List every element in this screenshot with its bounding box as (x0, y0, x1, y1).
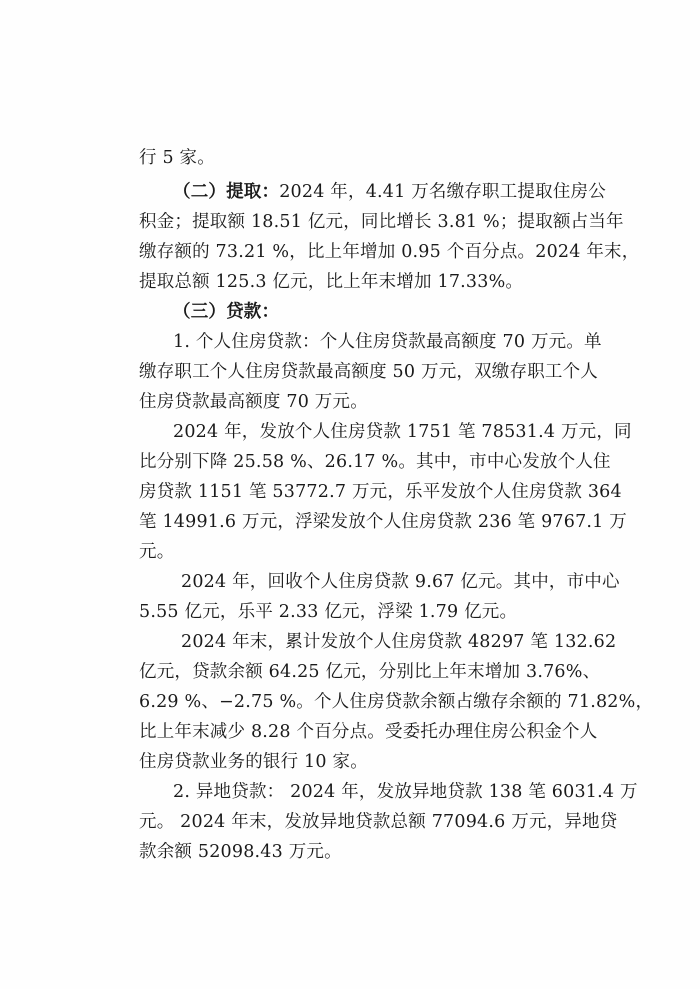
text-line (139, 841, 342, 863)
text-line (139, 271, 523, 293)
text-run: 1. 个人住房贷款：个人住房贷款最高额度 70 万元。单 (173, 332, 602, 352)
text-line (173, 331, 602, 353)
text-line (139, 391, 368, 413)
text-run: 积金；提取额 18.51 亿元，同比增长 3.81 %；提取额占当年 (139, 212, 624, 232)
heading-label: （二）提取： (173, 182, 280, 202)
text-line (173, 421, 632, 443)
text-line (139, 211, 624, 233)
section-heading-loans (173, 301, 279, 323)
text-run: 6.29 %、−2.75 %。个人住房贷款余额占缴存余额的 71.82%， (139, 692, 654, 712)
text-line (139, 451, 611, 473)
text-line (139, 661, 600, 683)
text-line (139, 241, 639, 263)
text-line (139, 361, 598, 383)
text-line (139, 147, 215, 169)
text-run: 款余额 52098.43 万元。 (139, 842, 342, 862)
text-run: 提取总额 125.3 亿元，比上年末增加 17.33%。 (139, 272, 524, 292)
text-run: 缴存额的 73.21 %，比上年增加 0.95 个百分点。2024 年末， (139, 242, 640, 262)
text-run: 比分别下降 25.58 %、26.17 %。其中，市中心发放个人住 (139, 452, 611, 472)
text-line (139, 751, 368, 773)
text-run: 元。 (139, 542, 175, 562)
text-line (139, 481, 622, 503)
text-run: 2024 年，回收个人住房贷款 9.67 亿元。其中，市中心 (181, 572, 620, 592)
heading-label: （三）贷款： (173, 302, 280, 322)
text-line (139, 691, 653, 713)
text-run: 笔 14991.6 万元，浮梁发放个人住房贷款 236 笔 9767.1 万 (139, 512, 627, 532)
text-run: 5.55 亿元，乐平 2.33 亿元，浮梁 1.79 亿元。 (139, 602, 518, 622)
text-run: 房贷款 1151 笔 53772.7 万元，乐平发放个人住房贷款 364 (139, 482, 622, 502)
text-run: 住房贷款最高额度 70 万元。 (139, 392, 368, 412)
text-line (139, 721, 597, 743)
text-run: 元。 2024 年末，发放异地贷款总额 77094.6 万元，异地贷 (139, 812, 618, 832)
section-heading-withdrawal (173, 181, 606, 203)
text-line (139, 811, 617, 833)
text-line (181, 571, 620, 593)
text-line (139, 511, 627, 533)
text-run: 2024 年，4.41 万名缴存职工提取住房公 (279, 182, 606, 202)
text-run: 2. 异地贷款： 2024 年，发放异地贷款 138 笔 6031.4 万 (173, 782, 638, 802)
text-line (173, 781, 638, 803)
text-run: 缴存职工个人住房贷款最高额度 50 万元，双缴存职工个人 (139, 362, 598, 382)
text-line (139, 601, 517, 623)
text-run: 2024 年末，累计发放个人住房贷款 48297 笔 132.62 (181, 632, 617, 652)
text-run: 比上年末减少 8.28 个百分点。受委托办理住房公积金个人 (139, 722, 598, 742)
text-line (139, 541, 174, 563)
text-run: 行 5 家。 (139, 148, 215, 168)
text-run: 住房贷款业务的银行 10 家。 (139, 752, 368, 772)
text-line (181, 631, 616, 653)
text-run: 2024 年，发放个人住房贷款 1751 笔 78531.4 万元，同 (173, 422, 632, 442)
text-run: 亿元，贷款余额 64.25 亿元，分别比上年末增加 3.76%、 (139, 662, 601, 682)
